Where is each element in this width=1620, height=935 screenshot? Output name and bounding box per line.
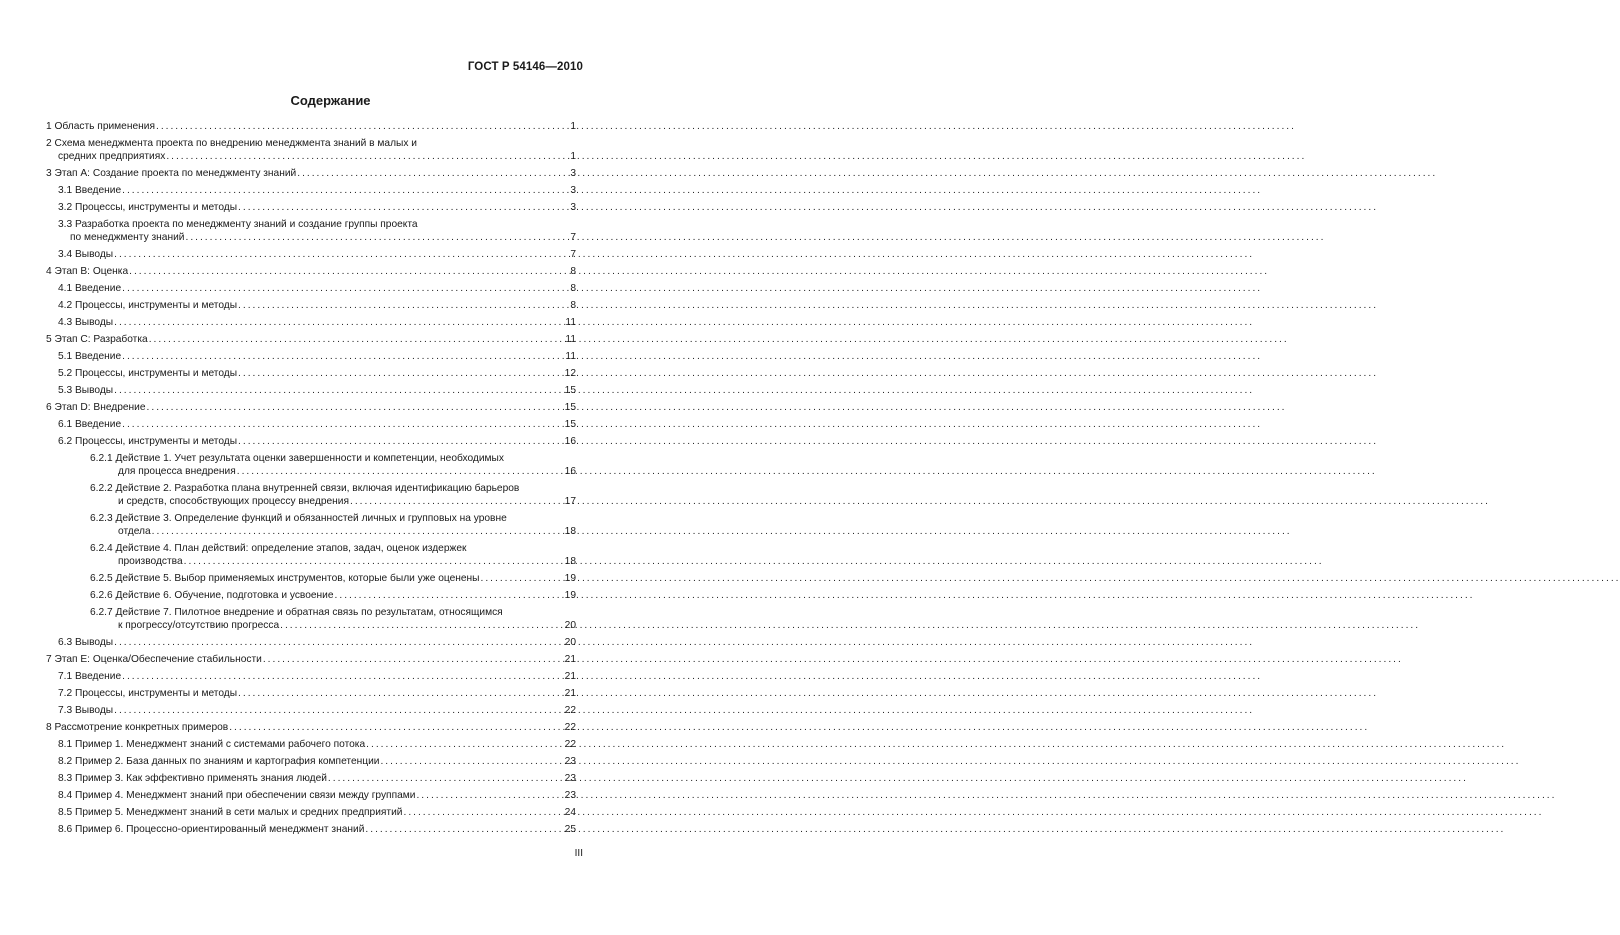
toc-entry-page: 15 (564, 419, 576, 430)
toc-entry-page: 20 (564, 637, 576, 648)
dot-leader (114, 248, 569, 261)
dot-leader (229, 721, 563, 734)
toc-entry-page: 18 (564, 526, 576, 537)
toc-entry-title: 6 Этап D: Внедрение (46, 402, 146, 413)
toc-entry-page: 19 (564, 573, 576, 584)
toc-entry-row (58, 299, 576, 312)
toc-entry-title: 8.1 Пример 1. Менеджмент знаний с системами рабочего потока (58, 739, 366, 750)
toc-entry[interactable] (46, 806, 576, 819)
toc-entry-row (58, 636, 576, 649)
toc-entry[interactable] (46, 721, 576, 734)
page-title: Содержание (290, 93, 371, 108)
toc-entry-page: 17 (564, 496, 576, 507)
toc-entry-row (58, 367, 576, 380)
toc-entry-row (46, 721, 576, 734)
toc-entry-title: отдела (118, 526, 151, 537)
toc-entry-title: по менеджменту знаний (70, 232, 185, 243)
toc-entry-page: 3 (570, 202, 576, 213)
toc-entry-title-line: 3.3 Разработка проекта по менеджменту знаний и создание группы проекта (58, 219, 418, 230)
toc-entry-row (58, 384, 576, 397)
toc-entry-page: 21 (564, 671, 576, 682)
toc-entry-title-line: 6.2.4 Действие 4. План действий: определение этапов, задач, оценок издержек (90, 543, 467, 554)
toc-entry-row (90, 555, 576, 568)
toc-entry-page: 24 (564, 807, 576, 818)
toc-entry-page: 16 (564, 466, 576, 477)
toc-entry-row (90, 589, 576, 602)
toc-entry[interactable] (46, 184, 576, 197)
toc-entry-row (58, 248, 576, 261)
toc-entry-title: 8.5 Пример 5. Менеджмент знаний в сети малых и средних предприятий (58, 807, 403, 818)
toc-entry-row (90, 495, 576, 508)
toc-entry-title: 6.2 Процессы, инструменты и методы (58, 436, 238, 447)
toc-entry-title-line: 2 Схема менеджмента проекта по внедрению менеджмента знаний в малых и (46, 138, 417, 149)
page-number: III (574, 848, 583, 859)
dot-leader (328, 772, 564, 785)
toc-entry-title: 4.1 Введение (58, 283, 122, 294)
toc-entry-title: для процесса внедрения (118, 466, 236, 477)
toc-entry-page: 1 (570, 151, 576, 162)
toc-entry-title: и средств, способствующих процессу внедрения (118, 496, 349, 507)
toc-entry-title: 4 Этап В: Оценка (46, 266, 129, 277)
toc-entry-page: 11 (565, 317, 576, 328)
toc-entry-page: 20 (564, 620, 576, 631)
dot-leader (416, 789, 563, 802)
toc-entry-title: 5.2 Процессы, инструменты и методы (58, 368, 238, 379)
toc-entry[interactable] (46, 418, 576, 431)
toc-entry-row (58, 201, 576, 214)
toc-entry[interactable] (46, 384, 576, 397)
toc-entry-page: 12 (564, 368, 576, 379)
dot-leader (280, 619, 564, 632)
toc-entry[interactable] (46, 218, 576, 244)
toc-entry-title: 8.6 Пример 6. Процессно-ориентированный менеджмент знаний (58, 824, 365, 835)
toc-entry[interactable] (46, 299, 576, 312)
toc-entry[interactable] (46, 823, 576, 836)
toc-entry-page: 23 (564, 790, 576, 801)
toc-entry-page: 3 (570, 185, 576, 196)
toc-entry[interactable] (46, 572, 576, 585)
table-of-contents (46, 120, 576, 840)
toc-entry-page: 15 (564, 402, 576, 413)
toc-entry[interactable] (46, 606, 576, 632)
dot-leader (184, 555, 564, 568)
toc-entry-title: производства (118, 556, 183, 567)
toc-entry[interactable] (46, 120, 576, 133)
dot-leader (114, 384, 564, 397)
toc-entry-title: 6.3 Выводы (58, 637, 114, 648)
toc-entry-row (58, 231, 576, 244)
toc-entry-row (58, 704, 576, 717)
toc-entry-page: 7 (570, 232, 576, 243)
toc-entry-page: 25 (564, 824, 576, 835)
toc-entry-title: 3 Этап А: Создание проекта по менеджменту знаний (46, 168, 297, 179)
toc-entry-title: 5.3 Выводы (58, 385, 114, 396)
toc-entry-row (46, 653, 576, 666)
toc-entry[interactable] (46, 248, 576, 261)
toc-entry-row (58, 184, 576, 197)
dot-leader (366, 738, 564, 751)
toc-entry-page: 8 (570, 283, 576, 294)
toc-entry-row (58, 435, 576, 448)
toc-entry[interactable] (46, 201, 576, 214)
dot-leader (237, 465, 564, 478)
toc-entry-page: 11 (565, 334, 576, 345)
toc-entry[interactable] (46, 653, 576, 666)
toc-entry-title: 8.2 Пример 2. База данных по знаниям и картография компетенции (58, 756, 380, 767)
dot-leader (238, 367, 564, 380)
toc-entry[interactable] (46, 265, 576, 278)
toc-entry-title: 6.1 Введение (58, 419, 122, 430)
toc-entry-page: 23 (564, 773, 576, 784)
toc-entry-row (58, 789, 576, 802)
dot-leader (238, 299, 569, 312)
toc-entry-row (58, 687, 576, 700)
toc-entry-row (90, 572, 576, 585)
dot-leader (114, 704, 564, 717)
toc-entry-title: 7.2 Процессы, инструменты и методы (58, 688, 238, 699)
dot-leader (122, 670, 564, 683)
toc-entry-row (58, 670, 576, 683)
toc-entry[interactable] (46, 350, 576, 363)
toc-entry-row (58, 755, 576, 768)
toc-entry-title-line: 6.2.3 Действие 3. Определение функций и обязанностей личных и групповых на уровне (90, 513, 507, 524)
dot-leader (297, 167, 569, 180)
toc-entry-page: 1 (570, 121, 576, 132)
toc-entry-row (90, 525, 576, 538)
toc-entry[interactable] (46, 704, 576, 717)
toc-entry-title: 7.1 Введение (58, 671, 122, 682)
dot-leader (481, 572, 564, 585)
toc-entry-row (58, 418, 576, 431)
document-standard-number: ГОСТ Р 54146—2010 (467, 61, 583, 73)
toc-entry-title: 7 Этап Е: Оценка/Обеспечение стабильности (46, 654, 262, 665)
toc-entry-page: 8 (570, 300, 576, 311)
toc-entry-row (90, 619, 576, 632)
dot-leader (122, 418, 564, 431)
dot-leader (122, 282, 569, 295)
toc-entry-row (58, 823, 576, 836)
toc-entry[interactable] (46, 542, 576, 568)
toc-entry-page: 15 (564, 385, 576, 396)
toc-entry-page: 8 (570, 266, 576, 277)
dot-leader (129, 265, 569, 278)
toc-entry-page: 19 (564, 590, 576, 601)
toc-entry-page: 7 (570, 249, 576, 260)
toc-entry-row (46, 333, 576, 346)
toc-entry-page: 16 (564, 436, 576, 447)
toc-entry-row (58, 738, 576, 751)
toc-entry-title: 5 Этап С: Разработка (46, 334, 148, 345)
toc-entry-title: 3.1 Введение (58, 185, 122, 196)
dot-leader (380, 755, 563, 768)
dot-leader (166, 150, 569, 163)
toc-entry[interactable] (46, 512, 576, 538)
toc-entry-page: 21 (564, 688, 576, 699)
toc-entry[interactable] (46, 452, 576, 478)
toc-entry-row (46, 401, 576, 414)
toc-entry[interactable] (46, 755, 576, 768)
toc-entry-row (46, 167, 576, 180)
toc-entry[interactable] (46, 589, 576, 602)
toc-entry-title: 6.2.5 Действие 5. Выбор применяемых инструментов, которые были уже оценены (90, 573, 480, 584)
dot-leader (114, 636, 564, 649)
dot-leader (122, 350, 564, 363)
toc-entry-row (58, 282, 576, 295)
toc-entry[interactable] (46, 482, 576, 508)
toc-entry[interactable] (46, 316, 576, 329)
dot-leader (238, 435, 564, 448)
toc-entry[interactable] (46, 282, 576, 295)
toc-entry-title: 4.2 Процессы, инструменты и методы (58, 300, 238, 311)
toc-entry-page: 22 (564, 705, 576, 716)
dot-leader (238, 201, 569, 214)
toc-entry-title: 5.1 Введение (58, 351, 122, 362)
toc-entry-title: 6.2.6 Действие 6. Обучение, подготовка и усвоение (90, 590, 334, 601)
toc-entry-title: 7.3 Выводы (58, 705, 114, 716)
toc-entry-row (58, 806, 576, 819)
dot-leader (335, 589, 564, 602)
toc-entry-row (46, 265, 576, 278)
toc-entry[interactable] (46, 167, 576, 180)
toc-entry-row (58, 316, 576, 329)
toc-entry-title: 3.4 Выводы (58, 249, 114, 260)
toc-entry-title: 3.2 Процессы, инструменты и методы (58, 202, 238, 213)
toc-entry[interactable] (46, 738, 576, 751)
toc-entry-title: 1 Область применения (46, 121, 155, 132)
dot-leader (350, 495, 564, 508)
toc-entry-title: средних предприятиях (58, 151, 166, 162)
toc-entry-page: 22 (564, 739, 576, 750)
toc-entry-title: 8.4 Пример 4. Менеджмент знаний при обеспечении связи между группами (58, 790, 416, 801)
toc-entry-row (58, 350, 576, 363)
toc-entry-title: 4.3 Выводы (58, 317, 114, 328)
dot-leader (238, 687, 564, 700)
dot-leader (156, 120, 569, 133)
toc-entry-page: 23 (564, 756, 576, 767)
toc-entry-row (46, 120, 576, 133)
toc-entry-row (90, 465, 576, 478)
dot-leader (263, 653, 564, 666)
dot-leader (185, 231, 569, 244)
toc-entry[interactable] (46, 687, 576, 700)
toc-entry-page: 21 (564, 654, 576, 665)
toc-entry-row (58, 772, 576, 785)
dot-leader (149, 333, 565, 346)
toc-entry-page: 18 (564, 556, 576, 567)
toc-entry[interactable] (46, 789, 576, 802)
toc-entry-page: 22 (564, 722, 576, 733)
toc-entry[interactable] (46, 367, 576, 380)
toc-entry-title: к прогрессу/отсутствию прогресса (118, 620, 280, 631)
toc-entry-page: 11 (565, 351, 576, 362)
dot-leader (365, 823, 563, 836)
dot-leader (114, 316, 564, 329)
dot-leader (147, 401, 564, 414)
toc-entry-row (46, 150, 576, 163)
toc-entry[interactable] (46, 435, 576, 448)
toc-entry-page: 3 (570, 168, 576, 179)
toc-entry-title-line: 6.2.7 Действие 7. Пилотное внедрение и обратная связь по результатам, относящимся (90, 607, 503, 618)
dot-leader (403, 806, 563, 819)
toc-entry-title-line: 6.2.1 Действие 1. Учет результата оценки завершенности и компетенции, необходимых (90, 453, 504, 464)
toc-entry[interactable] (46, 772, 576, 785)
toc-entry[interactable] (46, 333, 576, 346)
toc-entry-title-line: 6.2.2 Действие 2. Разработка плана внутренней связи, включая идентификацию барьеров (90, 483, 520, 494)
toc-entry[interactable] (46, 401, 576, 414)
toc-entry[interactable] (46, 636, 576, 649)
toc-entry[interactable] (46, 137, 576, 163)
toc-entry-title: 8 Рассмотрение конкретных примеров (46, 722, 229, 733)
dot-leader (152, 525, 564, 538)
toc-entry-title: 8.3 Пример 3. Как эффективно применять знания людей (58, 773, 327, 784)
toc-entry[interactable] (46, 670, 576, 683)
dot-leader (122, 184, 569, 197)
